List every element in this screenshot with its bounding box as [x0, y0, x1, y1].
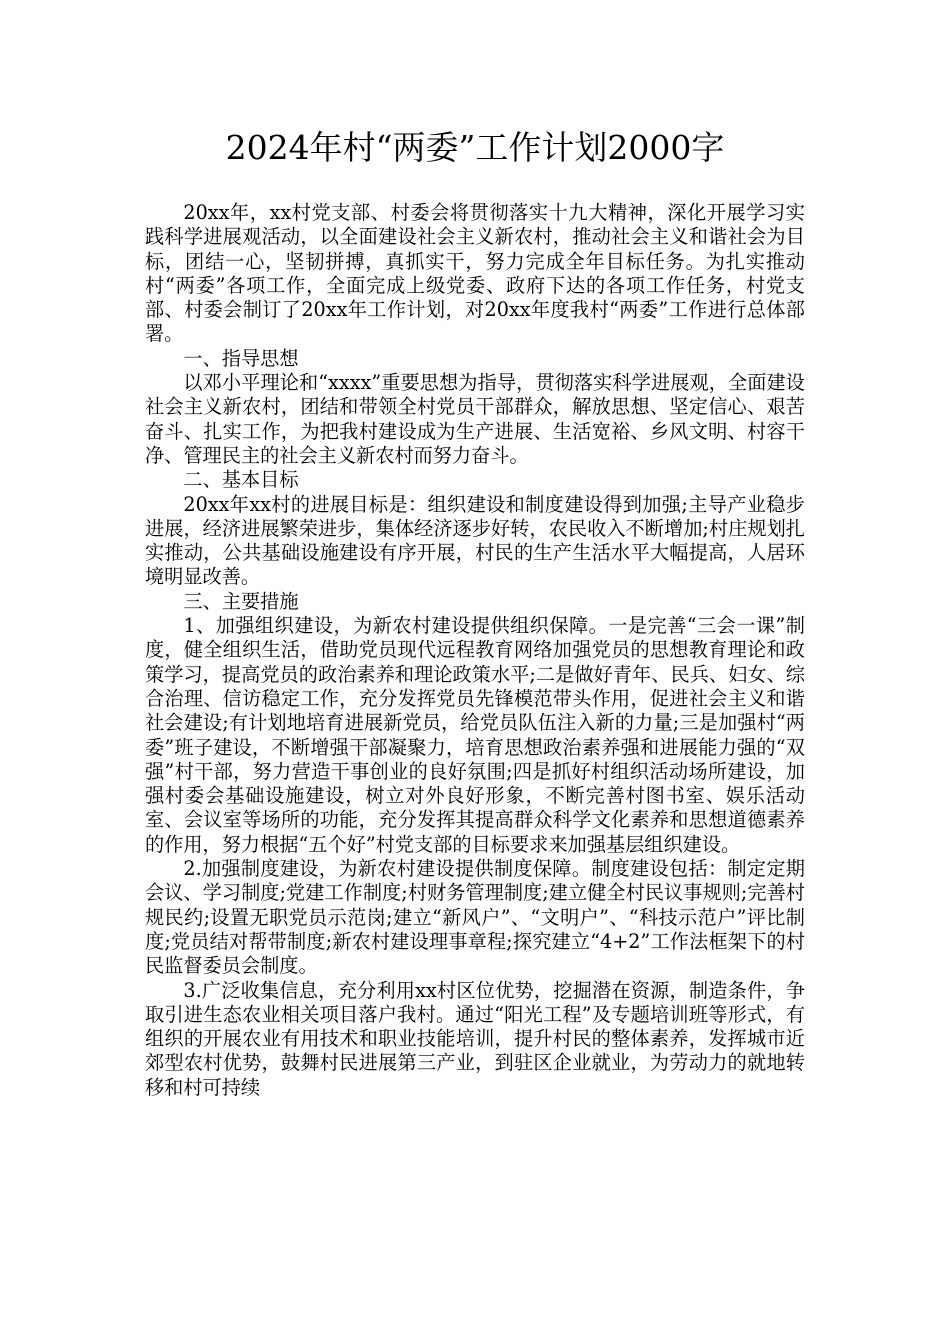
section-heading-basic-goals: 二、基本目标: [183, 468, 299, 492]
measure-1-paragraph: 1、加强组织建设，为新农村建设提供组织保障。一是完善“三会一课”制度，健全组织生活，借助党员现代远程教育网络加强党员的思想教育理论和政策学习，提高党员的政治素养和理论政策水平;二是做好青年、民兵、妇女、综合治理、信访稳定工作，充分发挥党员先锋模范带头作用，促进社会主义和谐社会建设;有计划地培育进展新党员，给党员队伍注入新的力量;三是加强村“两委”班子建设，不断增强干部凝聚力，培育思想政治素养强和进展能力强的“双强”村干部，努力营造干事创业的良好氛围;四是抓好村组织活动场所建设，加强村委会基础设施建设，树立对外良好形象，不断完善村图书室、娱乐活动室、会议室等场所的功能，充分发挥其提高群众科学文化素养和思想道德素养的作用，努力根据“五个好”村党支部的目标要求来加强基层组织建设。: [145, 614, 805, 856]
basic-goals-paragraph: 20xx年xx村的进展目标是：组织建设和制度建设得到加强;主导产业稳步进展，经济进展繁荣进步，集体经济逐步好转，农民收入不断增加;村庄规划扎实推动，公共基础设施建设有序开展，村民的生产生活水平大幅提高，人居环境明显改善。: [145, 492, 805, 589]
intro-paragraph: 20xx年，xx村党支部、村委会将贯彻落实十九大精神，深化开展学习实践科学进展观活动，以全面建设社会主义新农村，推动社会主义和谐社会为目标，团结一心，坚韧拼搏，真抓实干，努力完成全年目标任务。为扎实推动村“两委”各项工作，全面完成上级党委、政府下达的各项工作任务，村党支部、村委会制订了20xx年工作计划，对20xx年度我村“两委”工作进行总体部署。: [145, 201, 805, 346]
section-heading-guiding-ideology: 一、指导思想: [183, 346, 299, 370]
section-heading-main-measures: 三、主要措施: [183, 589, 299, 613]
guiding-ideology-paragraph: 以邓小平理论和“xxxx”重要思想为指导，贯彻落实科学进展观，全面建设社会主义新农村，团结和带领全村党员干部群众，解放思想、坚定信心、艰苦奋斗、扎实工作，为把我村建设成为生产进展、生活宽裕、乡风文明、村容干净、管理民主的社会主义新农村而努力奋斗。: [145, 371, 805, 467]
measure-2-paragraph: 2.加强制度建设，为新农村建设提供制度保障。制度建设包括：制定定期会议、学习制度;党建工作制度;村财务管理制度;建立健全村民议事规则;完善村规民约;设置无职党员示范岗;建立“新风户”、“文明户”、“科技示范户”评比制度;党员结对帮带制度;新农村建设理事章程;探究建立“4+2”工作法框架下的村民监督委员会制度。: [145, 857, 805, 978]
measure-3-paragraph: 3.广泛收集信息，充分利用xx村区位优势，挖掘潜在资源，制造条件，争取引进生态农业相关项目落户我村。通过“阳光工程”及专题培训班等形式，有组织的开展农业有用技术和职业技能培训，提升村民的整体素养，发挥城市近郊型农村优势，鼓舞村民进展第三产业，到驻区企业就业，为劳动力的就地转移和村可持续: [145, 978, 805, 1099]
document-title: 2024年村“两委”工作计划2000字: [225, 128, 725, 167]
document-page: [145, 125, 805, 1100]
